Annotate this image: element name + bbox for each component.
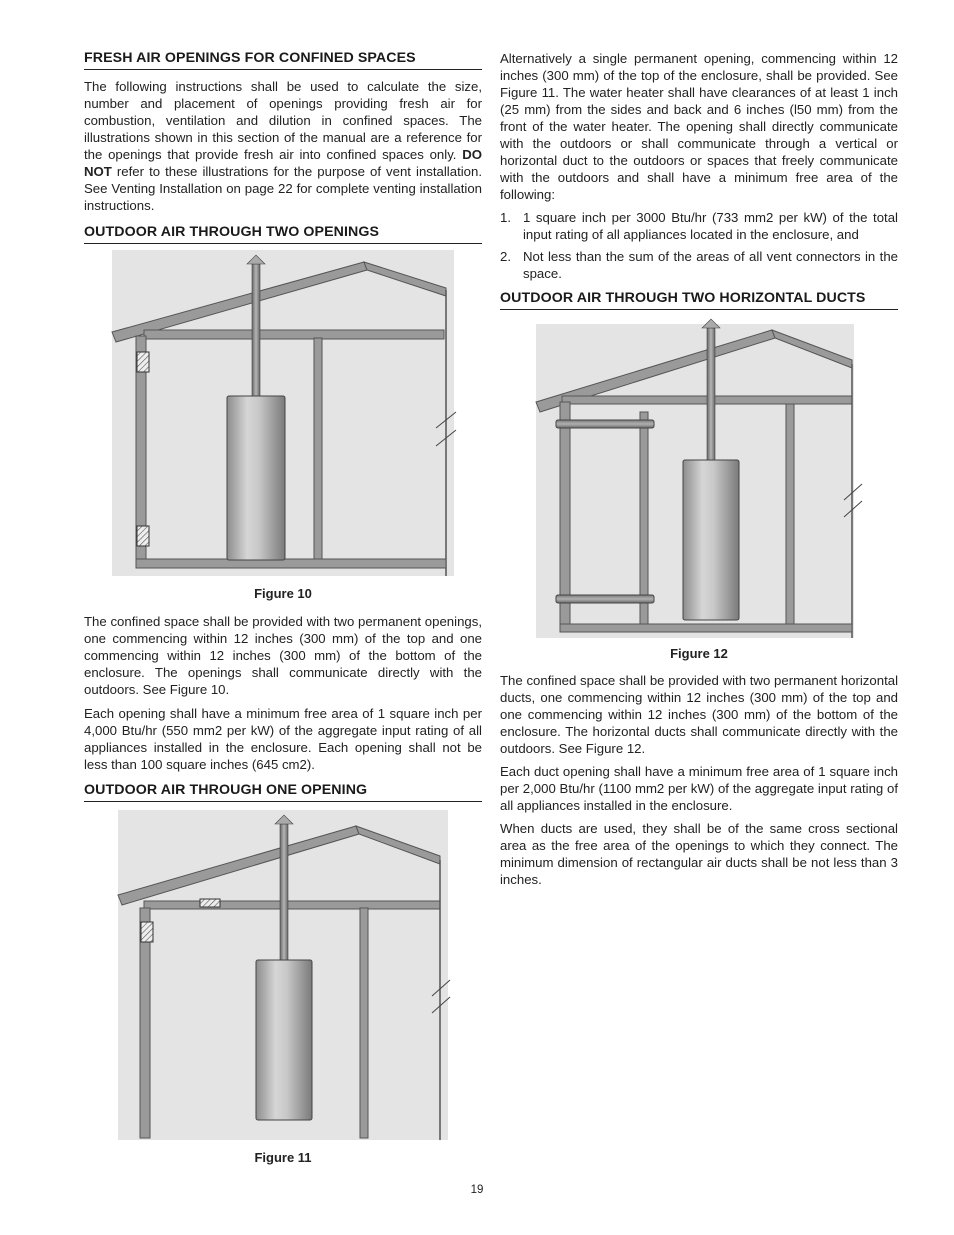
heading-one-opening: OUTDOOR AIR THROUGH ONE OPENING bbox=[84, 782, 482, 802]
right-column bbox=[500, 50, 898, 888]
fresh-air-paragraph bbox=[84, 78, 482, 214]
figure-11-caption: Figure 11 bbox=[254, 1150, 312, 1165]
free-area-list bbox=[500, 209, 898, 282]
floor-plate bbox=[560, 624, 852, 632]
vent-pipe bbox=[252, 264, 260, 398]
upper-opening bbox=[141, 922, 153, 942]
figure-12-illustration bbox=[500, 316, 898, 638]
heading-fresh-air: FRESH AIR OPENINGS FOR CONFINED SPACES bbox=[84, 50, 482, 70]
two-ducts-paragraph-1: The confined space shall be provided with two permanent horizontal ducts, one commencing within 12 inches (300 mm) of the top and one commencing within 12 inches (300 mm) of the bottom of the enclosure. The horizontal ducts shall communicate directly with the outdoors. See Figure 12. bbox=[500, 673, 898, 756]
water-heater-tank bbox=[227, 396, 285, 560]
lower-duct bbox=[556, 595, 654, 603]
ceiling-opening bbox=[200, 899, 220, 907]
figure-10 bbox=[84, 250, 482, 601]
page-number: 19 bbox=[470, 1184, 484, 1196]
wall-stud-left bbox=[560, 402, 570, 628]
wall-stud-middle bbox=[786, 404, 794, 628]
figure-12 bbox=[500, 316, 898, 661]
two-openings-paragraph-1: The confined space shall be provided with two permanent openings, one commencing within 12 inches (300 mm) of the top and one commencing within 12 inches (300 mm) of the bottom of the enclosure. The openings shall communicate directly with the outdoors. See Figure 10. bbox=[84, 614, 482, 697]
wall-stud-middle bbox=[314, 338, 322, 564]
two-ducts-paragraph-2: Each duct opening shall have a minimum free area of 1 square inch per 2,000 Btu/hr (1100 mm2 per kW) of the aggregate input rating of all appliances installed in the enclosure. bbox=[500, 764, 898, 813]
upper-duct bbox=[556, 420, 654, 428]
heading-two-openings: OUTDOOR AIR THROUGH TWO OPENINGS bbox=[84, 224, 482, 244]
two-ducts-paragraph-3: When ducts are used, they shall be of the same cross sectional area as the free area of the openings to which they connect. The minimum dimension of rectangular air ducts shall be not less than 3 inches. bbox=[500, 821, 898, 887]
ceiling-joist bbox=[144, 330, 444, 339]
upper-opening bbox=[137, 352, 149, 372]
vent-pipe bbox=[280, 824, 288, 972]
list-item-text: Not less than the sum of the areas of all vent connectors in the space. bbox=[523, 249, 898, 281]
vent-cap bbox=[702, 319, 720, 328]
one-opening-paragraph: Alternatively a single permanent opening, commencing within 12 inches (300 mm) of the top of the enclosure, shall be provided. See Figure 11. The water heater shall have clearances of at least 1 inch (25 mm) from the sides and back and 6 inches (l50 mm) from the front of the water heater. The opening shall directly communicate with the outdoors or shall communicate through a vertical or horizontal duct to the outdoors or spaces that freely communicate with the outdoors and shall have a minimum free area of the following: bbox=[500, 51, 898, 202]
do-not-emphasis: DO NOT bbox=[84, 147, 482, 179]
ceiling-joist bbox=[144, 901, 440, 909]
fresh-air-text-b: refer to these illustrations for the purpose of vent installation. See Venting Installation on page 22 for complete venting installation instructions. bbox=[84, 164, 482, 213]
lower-opening bbox=[137, 526, 149, 546]
heading-two-ducts: OUTDOOR AIR THROUGH TWO HORIZONTAL DUCTS bbox=[500, 290, 898, 310]
two-openings-paragraph-2: Each opening shall have a minimum free area of 1 square inch per 4,000 Btu/hr (550 mm2 per kW) of the aggregate input rating of all appliances installed in the enclosure. Each opening shall not be less than 100 square inches (645 cm2). bbox=[84, 706, 482, 772]
figure-10-illustration bbox=[84, 250, 482, 576]
water-heater-tank bbox=[256, 960, 312, 1120]
list-item bbox=[500, 209, 898, 243]
list-item-number: 1. bbox=[500, 210, 511, 225]
figure-11 bbox=[84, 810, 482, 1165]
wall-stud-middle bbox=[360, 908, 368, 1138]
list-item-number: 2. bbox=[500, 249, 511, 264]
list-item-text: 1 square inch per 3000 Btu/hr (733 mm2 per kW) of the total input rating of all appliances located in the enclosure, and bbox=[523, 210, 898, 242]
water-heater-tank bbox=[683, 460, 739, 620]
figure-12-caption: Figure 12 bbox=[670, 646, 728, 661]
fresh-air-text-a: The following instructions shall be used to calculate the size, number and placement of openings providing fresh air for combustion, ventilation and dilution in confined spaces. The illustrations shown in this section of the manual are a reference for the openings that provide fresh air into confined spaces only. bbox=[84, 79, 482, 162]
figure-10-caption: Figure 10 bbox=[254, 586, 312, 601]
left-column bbox=[84, 50, 482, 1165]
floor-plate bbox=[136, 559, 446, 568]
vent-pipe bbox=[707, 328, 715, 464]
figure-11-illustration bbox=[84, 810, 482, 1140]
list-item bbox=[500, 248, 898, 282]
